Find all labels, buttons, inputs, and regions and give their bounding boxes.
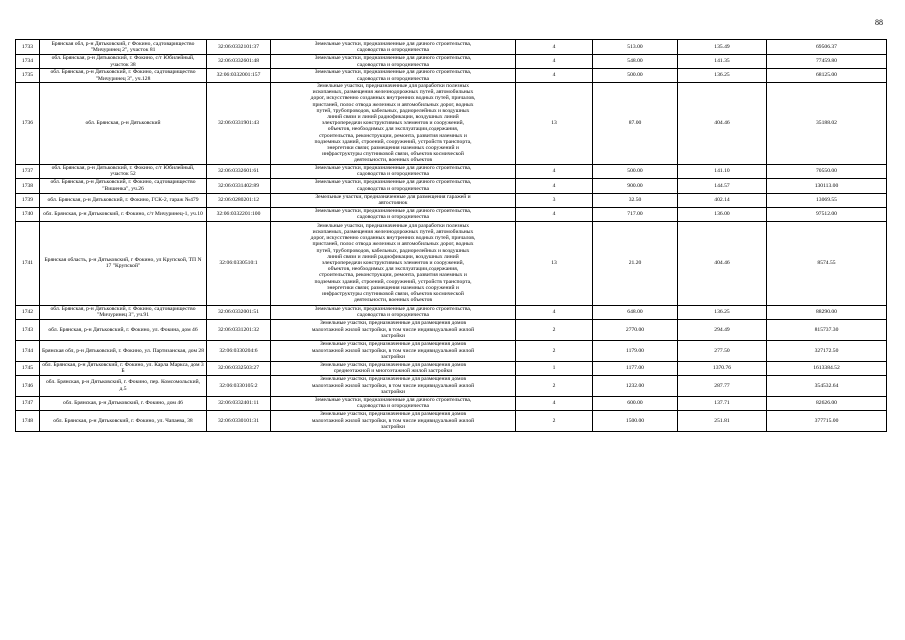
land-use-description-cell: Земельные участки, предназначенные для размещения домов малоэтажной жилой застройки, в том числе индивидуальной жилой застройки: [271, 375, 516, 396]
specific-value-cell: 287.77: [678, 375, 767, 396]
row-number-cell: 1738: [16, 178, 40, 193]
table-row: [16, 319, 887, 340]
land-use-description-cell: Земельные участки, предназначенные для дачного строительства, садоводства и огородничества: [271, 69, 516, 83]
cadastral-number-cell: 32:06:0330204:6: [207, 340, 271, 361]
area-cell: 1177.00: [593, 361, 678, 375]
area-cell: 87.00: [593, 83, 678, 165]
area-cell: 1232.00: [593, 375, 678, 396]
table-row: [16, 207, 887, 221]
land-use-description-cell: Земельные участки, предназначенные для разработки полезных ископаемых, размещения железнодорожных путей, автомобильных дорог, искусственно созданных внутренних водных путей, причалов, пристаней, полос отвода железных и автомобильных дорог, водных путей, трубопроводов, кабельных, радиорелейных и воздушных линий связи и линий радиофикации, воздушных линий электропередачи конструктивных элементов и сооружений, объектов, необходимых для эксплуатации,содержания, строительства, реконструкции, ремонта, развития наземных и подземных зданий, строений, сооружений, устройств транспорта, энергетики связи; размещения наземных сооружений и инфраструктуры спутниковой связи, объектов космической деятельности, военных объектов: [271, 221, 516, 305]
area-cell: 1500.00: [593, 410, 678, 431]
specific-value-cell: 277.50: [678, 340, 767, 361]
cadastral-number-cell: 32:06:0330105:2: [207, 375, 271, 396]
group-number-cell: 4: [516, 396, 593, 410]
group-number-cell: 4: [516, 164, 593, 178]
row-number-cell: 1740: [16, 207, 40, 221]
specific-value-cell: 294.49: [678, 319, 767, 340]
cadastral-value-cell: 88290.00: [767, 305, 887, 319]
area-cell: 548.00: [593, 55, 678, 69]
row-number-cell: 1741: [16, 221, 40, 305]
area-cell: 500.00: [593, 69, 678, 83]
cadastral-value-cell: 1613384.52: [767, 361, 887, 375]
table-row: [16, 361, 887, 375]
cadastral-value-cell: 327172.50: [767, 340, 887, 361]
cadastral-value-cell: 97512.00: [767, 207, 887, 221]
specific-value-cell: 136.25: [678, 305, 767, 319]
address-cell: Брянская обл, р-н Дятьковский, г Фокино, садтоварищество "Мичуринец 2", участок 81: [40, 40, 207, 55]
cadastral-value-cell: 354532.64: [767, 375, 887, 396]
cadastral-number-cell: 32:06:0331901:43: [207, 83, 271, 165]
specific-value-cell: 135.49: [678, 40, 767, 55]
cadastral-value-cell: 77459.80: [767, 55, 887, 69]
address-cell: обл. Брянская, р-н Дятьковский, г. Фокино, дом 46: [40, 396, 207, 410]
cadastral-value-cell: 815737.30: [767, 319, 887, 340]
area-cell: 1179.00: [593, 340, 678, 361]
group-number-cell: 3: [516, 193, 593, 207]
address-cell: обл. Брянская, р-н Дятьковский, г. Фокино, ГСК-2, гараж №479: [40, 193, 207, 207]
table-row: [16, 221, 887, 305]
group-number-cell: 2: [516, 319, 593, 340]
row-number-cell: 1733: [16, 40, 40, 55]
land-use-description-cell: Земельные участки, предназначенные для дачного строительства, садоводства и огородничества: [271, 207, 516, 221]
group-number-cell: 4: [516, 40, 593, 55]
specific-value-cell: 404.46: [678, 83, 767, 165]
address-cell: обл. Брянская, р-н Дятьковский, г. Фокино, с/т Юбилейный, участок 52: [40, 164, 207, 178]
address-cell: обл. Брянская, р-н Дятьковский: [40, 83, 207, 165]
table-row: [16, 40, 887, 55]
land-use-description-cell: Земельные участки, предназначенные для размещения гаражей и автостоянок: [271, 193, 516, 207]
table-row: [16, 178, 887, 193]
address-cell: Брянская область, р-н Дятьковский, г Фокино, ул Крупской, ТП N 17 "Крупской": [40, 221, 207, 305]
cadastral-number-cell: 32:06:0332201:100: [207, 207, 271, 221]
group-number-cell: 4: [516, 55, 593, 69]
table-row: [16, 55, 887, 69]
cadastral-number-cell: 32:06:0332601:48: [207, 55, 271, 69]
specific-value-cell: 141.10: [678, 164, 767, 178]
area-cell: 32.50: [593, 193, 678, 207]
land-use-description-cell: Земельные участки, предназначенные для дачного строительства, садоводства и огородничества: [271, 55, 516, 69]
land-use-description-cell: Земельные участки, предназначенные для дачного строительства, садоводства и огородничества: [271, 164, 516, 178]
cadastral-value-table: [15, 39, 887, 432]
area-cell: 717.00: [593, 207, 678, 221]
group-number-cell: 2: [516, 375, 593, 396]
cadastral-value-cell: 13069.55: [767, 193, 887, 207]
specific-value-cell: 137.71: [678, 396, 767, 410]
area-cell: 513.00: [593, 40, 678, 55]
cadastral-number-cell: 32:06:0331201:32: [207, 319, 271, 340]
specific-value-cell: 144.57: [678, 178, 767, 193]
area-cell: 600.00: [593, 396, 678, 410]
cadastral-value-cell: 69506.37: [767, 40, 887, 55]
row-number-cell: 1736: [16, 83, 40, 165]
row-number-cell: 1744: [16, 340, 40, 361]
cadastral-number-cell: 32:06:0280201:12: [207, 193, 271, 207]
land-use-description-cell: Земельные участки, предназначенные для размещения домов среднеэтажной и многоэтажной жилой застройки: [271, 361, 516, 375]
area-cell: 21.20: [593, 221, 678, 305]
land-use-description-cell: Земельные участки, предназначенные для дачного строительства, садоводства и огородничества: [271, 40, 516, 55]
cadastral-value-cell: 130113.00: [767, 178, 887, 193]
cadastral-number-cell: 32:06:0332401:11: [207, 396, 271, 410]
group-number-cell: 4: [516, 305, 593, 319]
row-number-cell: 1745: [16, 361, 40, 375]
address-cell: обл. Брянская, р-н Дятьковский, г. Фокино, с/т Юбилейный, участок 38: [40, 55, 207, 69]
cadastral-number-cell: 32:06:0332101:37: [207, 40, 271, 55]
cadastral-value-cell: 8574.55: [767, 221, 887, 305]
land-use-description-cell: Земельные участки, предназначенные для размещения домов малоэтажной жилой застройки, в том числе индивидуальной жилой застройки: [271, 410, 516, 431]
specific-value-cell: 404.46: [678, 221, 767, 305]
cadastral-number-cell: 32:06:0332601:61: [207, 164, 271, 178]
address-cell: обл. Брянская, р-н Дятьковский, г. Фокино, садтоварищество "Мичуринец 3", уч.91: [40, 305, 207, 319]
area-cell: 648.00: [593, 305, 678, 319]
land-use-description-cell: Земельные участки, предназначенные для размещения домов малоэтажной жилой застройки, в том числе индивидуальной жилой застройки: [271, 340, 516, 361]
table-row: [16, 193, 887, 207]
table-row: [16, 410, 887, 431]
address-cell: обл. Брянская, р-н Дятьковский, г. Фокино, ул. Карла Маркса, дом 3 Б: [40, 361, 207, 375]
row-number-cell: 1735: [16, 69, 40, 83]
cadastral-value-cell: 70550.00: [767, 164, 887, 178]
page-number: 88: [875, 18, 883, 27]
address-cell: Брянская обл, р-н Дятьковский, г. Фокино, ул. Партизанская, дом 28: [40, 340, 207, 361]
specific-value-cell: 136.25: [678, 69, 767, 83]
land-use-description-cell: Земельные участки, предназначенные для разработки полезных ископаемых, размещения железнодорожных путей, автомобильных дорог, искусственно созданных внутренних водных путей, причалов, пристаней, полос отвода железных и автомобильных дорог, водных путей, трубопроводов, кабельных, радиорелейных и воздушных линий связи и линий радиофикации, воздушных линий электропередачи конструктивных элементов и сооружений, объектов, необходимых для эксплуатации,содержания, строительства, реконструкции, ремонта, развития наземных и подземных зданий, строений, сооружений, устройств транспорта, энергетики связи; размещения наземных сооружений и инфраструктуры спутниковой связи, объектов космической деятельности, военных объектов: [271, 83, 516, 165]
group-number-cell: 4: [516, 178, 593, 193]
area-cell: 500.00: [593, 164, 678, 178]
address-cell: обл. Брянская, р-н Дятьковский, г. Фокино, садтоварищество "Вишенка", уч.26: [40, 178, 207, 193]
group-number-cell: 2: [516, 410, 593, 431]
table-row: [16, 375, 887, 396]
row-number-cell: 1739: [16, 193, 40, 207]
specific-value-cell: 136.00: [678, 207, 767, 221]
group-number-cell: 13: [516, 221, 593, 305]
cadastral-value-cell: 68125.00: [767, 69, 887, 83]
address-cell: обл. Брянская, р-н Дятьковский, г. Фокино, пер. Комсомольский, д.5: [40, 375, 207, 396]
specific-value-cell: 1370.76: [678, 361, 767, 375]
row-number-cell: 1742: [16, 305, 40, 319]
row-number-cell: 1734: [16, 55, 40, 69]
cadastral-value-cell: 377715.00: [767, 410, 887, 431]
cadastral-number-cell: 32:06:0331402:89: [207, 178, 271, 193]
cadastral-number-cell: 32:06:0332503:27: [207, 361, 271, 375]
row-number-cell: 1747: [16, 396, 40, 410]
table-body: [16, 40, 887, 432]
land-use-description-cell: Земельные участки, предназначенные для размещения домов малоэтажной жилой застройки, в том числе индивидуальной жилой застройки: [271, 319, 516, 340]
group-number-cell: 2: [516, 340, 593, 361]
address-cell: обл. Брянская, р-н Дятьковский, г. Фокино, садтоварищество "Мичуринец 3", уч.128: [40, 69, 207, 83]
table-row: [16, 164, 887, 178]
table-row: [16, 396, 887, 410]
table-row: [16, 340, 887, 361]
cadastral-value-cell: 35188.02: [767, 83, 887, 165]
cadastral-number-cell: 32:06:0330510:1: [207, 221, 271, 305]
area-cell: 900.00: [593, 178, 678, 193]
land-use-description-cell: Земельные участки, предназначенные для дачного строительства, садоводства и огородничества: [271, 396, 516, 410]
land-use-description-cell: Земельные участки, предназначенные для дачного строительства, садоводства и огородничества: [271, 305, 516, 319]
table-row: [16, 69, 887, 83]
group-number-cell: 1: [516, 361, 593, 375]
area-cell: 2770.00: [593, 319, 678, 340]
row-number-cell: 1737: [16, 164, 40, 178]
row-number-cell: 1748: [16, 410, 40, 431]
specific-value-cell: 251.81: [678, 410, 767, 431]
address-cell: обл. Брянская, р-н Дятьковский, г. Фокино, с/т Мичуринец-1, уч.10: [40, 207, 207, 221]
table-row: [16, 305, 887, 319]
cadastral-number-cell: 32:06:0332001:51: [207, 305, 271, 319]
cadastral-value-cell: 82626.00: [767, 396, 887, 410]
cadastral-number-cell: 32:06:0330101:31: [207, 410, 271, 431]
cadastral-number-cell: 32:06:0332001:157: [207, 69, 271, 83]
table-row: [16, 83, 887, 165]
group-number-cell: 4: [516, 69, 593, 83]
row-number-cell: 1746: [16, 375, 40, 396]
address-cell: обл. Брянская, р-н Дятьковский, г. Фокино, ул. Чапаева, 38: [40, 410, 207, 431]
group-number-cell: 13: [516, 83, 593, 165]
specific-value-cell: 402.14: [678, 193, 767, 207]
address-cell: обл. Брянская, р-н Дятьковский, г. Фокино, ул. Фокина, дом 46: [40, 319, 207, 340]
group-number-cell: 4: [516, 207, 593, 221]
land-use-description-cell: Земельные участки, предназначенные для дачного строительства, садоводства и огородничества: [271, 178, 516, 193]
specific-value-cell: 141.35: [678, 55, 767, 69]
row-number-cell: 1743: [16, 319, 40, 340]
